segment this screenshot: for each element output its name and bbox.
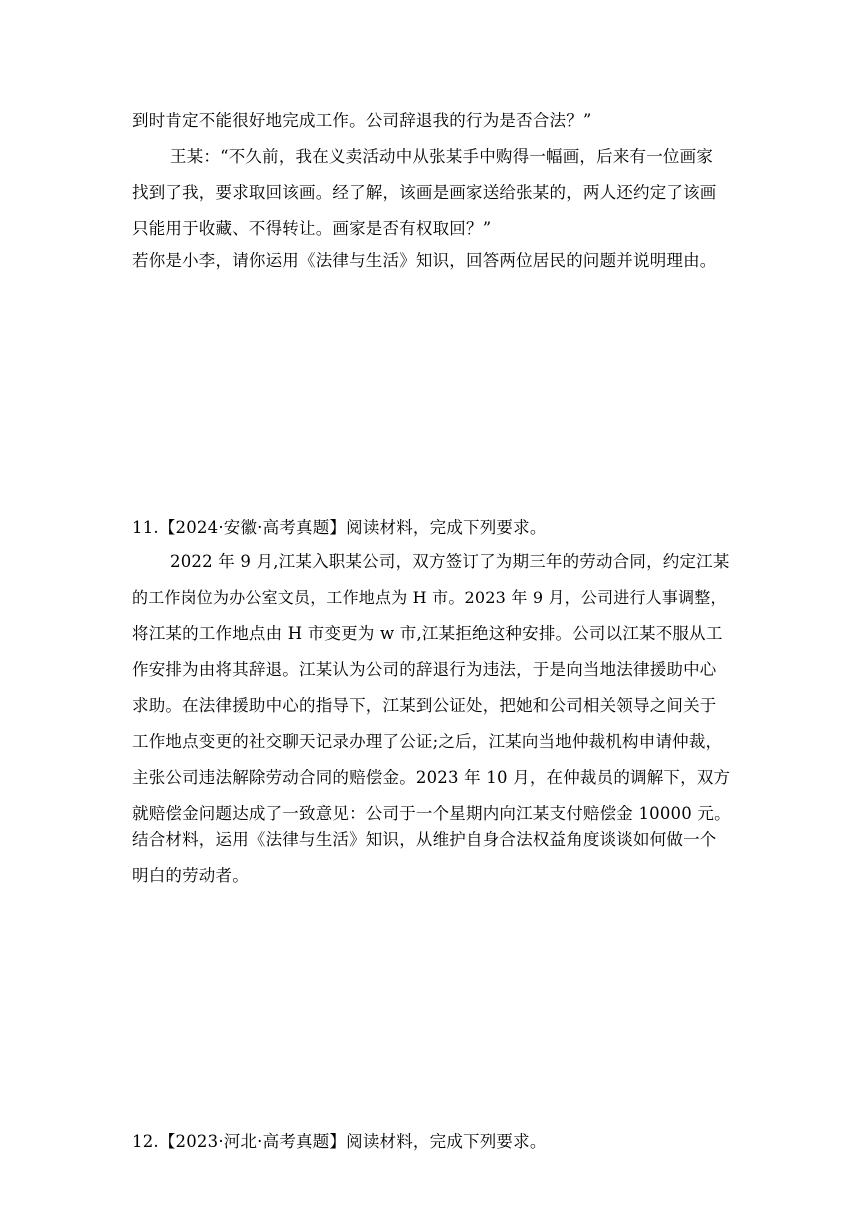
question-11-material-line-3: 将江某的工作地点由 H 市变更为 w 市,江某拒绝这种安排。公司以江某不服从工: [132, 624, 723, 643]
question-11-material-line-7: 主张公司违法解除劳动合同的赔偿金。2023 年 10 月，在仲裁员的调解下，双方: [132, 768, 731, 787]
question-11-material-line-2: 的工作岗位为办公室文员，工作地点为 H 市。2023 年 9 月，公司进行人事调整，: [132, 588, 727, 607]
question-11-heading: 11.【2024·安徽·高考真题】阅读材料，完成下列要求。: [132, 518, 547, 537]
question-11-material-line-4: 作安排为由将其辞退。江某认为公司的辞退行为违法，于是向当地法律援助中心: [132, 660, 717, 679]
question-11-task-line-1: 结合材料，运用《法律与生活》知识，从维护自身合法权益角度谈谈如何做一个: [132, 830, 717, 849]
question-11-material-line-5: 求助。在法律援助中心的指导下，江某到公证处，把她和公司相关领导之间关于: [132, 696, 717, 715]
question-11-material-line-8: 就赔偿金问题达成了一致意见：公司于一个星期内向江某支付赔偿金 10000 元。: [132, 804, 731, 823]
question-11-material-line-6: 工作地点变更的社交聊天记录办理了公证;之后，江某向当地仲裁机构申请仲裁，: [132, 732, 723, 751]
paragraph-wang-line-1: 王某：“不久前，我在义卖活动中从张某手中购得一幅画，后来有一位画家: [170, 147, 714, 166]
paragraph-wang-line-2: 找到了我，要求取回该画。经了解，该画是画家送给张某的，两人还约定了该画: [132, 183, 717, 202]
question-11-material-line-1: 2022 年 9 月,江某入职某公司，双方签订了为期三年的劳动合同，约定江某: [170, 552, 730, 571]
question-12-heading: 12.【2023·河北·高考真题】阅读材料，完成下列要求。: [132, 1132, 547, 1151]
question-11-task-line-2: 明白的劳动者。: [132, 866, 249, 885]
instruction-line: 若你是小李，请你运用《法律与生活》知识，回答两位居民的问题并说明理由。: [132, 251, 717, 270]
continuation-line: 到时肯定不能很好地完成工作。公司辞退我的行为是否合法？”: [132, 111, 592, 130]
paragraph-wang-line-3: 只能用于收藏、不得转让。画家是否有权取回？”: [132, 219, 492, 238]
